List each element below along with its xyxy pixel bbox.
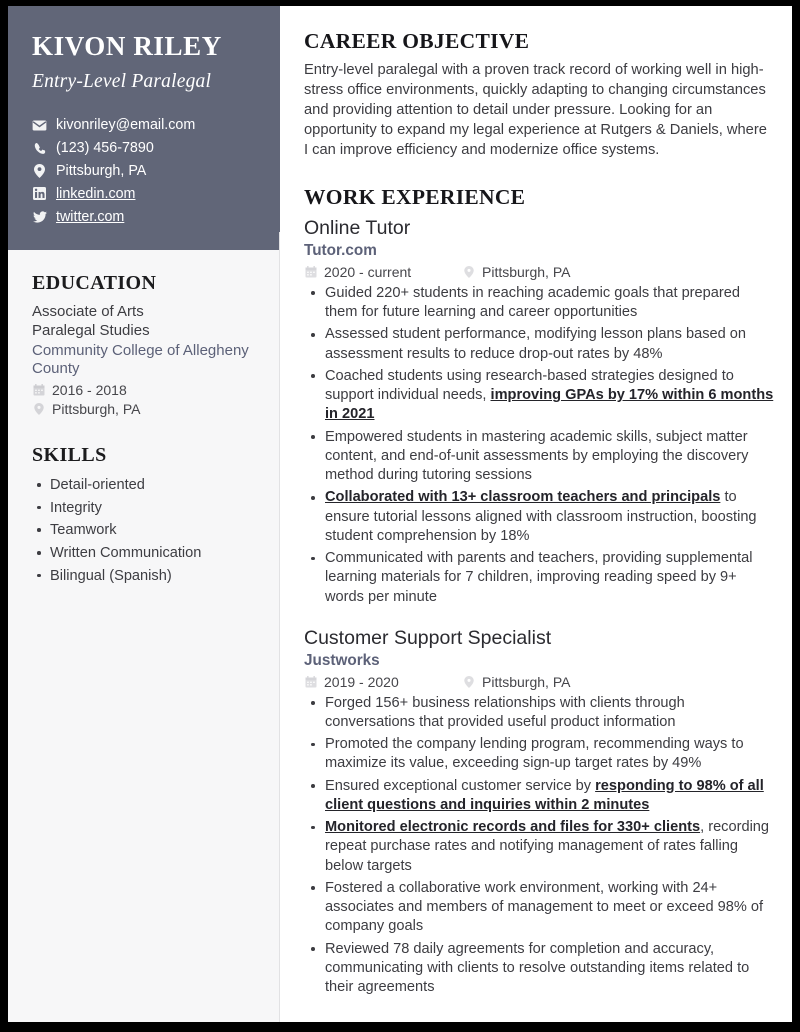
education-school: Community College of Allegheny County (32, 341, 249, 378)
career-objective-heading: CAREER OBJECTIVE (304, 29, 530, 53)
bullet-text: Reviewed 78 daily agreements for completion and accuracy, communicating with clients to resolve outstanding items related to their agreements (325, 940, 750, 996)
contact-phone[interactable] (32, 137, 256, 160)
phone-icon (32, 142, 47, 155)
candidate-name: KIVON RILEY (32, 31, 222, 61)
contact-list (32, 114, 256, 228)
linkedin-icon (32, 187, 47, 200)
job-bullets (304, 694, 774, 998)
education-dates: 2016 - 2018 (52, 382, 127, 399)
education-location-row (32, 401, 256, 417)
resume-page (8, 6, 792, 1022)
sidebar (8, 6, 280, 1022)
contact-location-text: Pittsburgh, PA (56, 162, 147, 179)
job-company: Justworks (304, 651, 380, 669)
job-location-row (462, 674, 570, 690)
career-objective-section (304, 29, 774, 161)
list-item (304, 428, 774, 486)
job-dates-row (304, 264, 462, 280)
job-location: Pittsburgh, PA (482, 673, 571, 690)
contact-email-text: kivonriley@email.com (56, 116, 196, 133)
twitter-icon (32, 211, 47, 223)
bullet-text: Guided 220+ students in reaching academic goals that prepared them for future learning and career opportunities (325, 284, 740, 321)
job-company: Tutor.com (304, 241, 377, 259)
education-section (32, 272, 256, 417)
job-location-row (462, 264, 570, 280)
bullet-emphasis: responding to 98% of all client questions and inquiries within 2 minutes (325, 777, 764, 813)
candidate-job-title: Entry-Level Paralegal (32, 70, 212, 92)
job-meta (304, 264, 774, 280)
list-item: Bilingual (Spanish) (32, 565, 256, 588)
list-item (304, 488, 774, 546)
sidebar-body (8, 250, 280, 587)
list-item: Integrity (32, 497, 256, 520)
calendar-icon (304, 676, 317, 688)
education-degree-line2: Paralegal Studies (32, 322, 150, 340)
envelope-icon (32, 120, 47, 131)
list-item: Detail-oriented (32, 474, 256, 497)
career-objective-text: Entry-level paralegal with a proven track record of working well in high-stress office environments, quickly adapting to changing circumstances and providing attention to detail under pressure. Looking for an opportunity to expand my legal experience at Rutgers & Daniels, where I can improve efficiency and modernize office systems. (304, 62, 767, 158)
job-title: Online Tutor (304, 216, 411, 239)
list-item (304, 549, 774, 607)
contact-twitter[interactable] (32, 205, 256, 228)
bullet-text: Ensured exceptional customer service by (325, 777, 596, 794)
bullet-emphasis: Monitored electronic records and files for 330+ clients (325, 819, 701, 836)
list-item (304, 284, 774, 323)
list-item (304, 694, 774, 733)
job-bullets (304, 284, 774, 607)
list-item: Written Communication (32, 542, 256, 565)
education-dates-row (32, 382, 256, 398)
bullet-text: Forged 156+ business relationships with clients through conversations that provided useful product information (325, 694, 685, 730)
bullet-text: Assessed student performance, modifying lesson plans based on assessment results to reduce drop-out rates by 48% (325, 326, 747, 362)
list-item: Teamwork (32, 519, 256, 542)
list-item (304, 940, 774, 998)
column-divider (279, 232, 280, 1022)
contact-phone-text: (123) 456-7890 (56, 139, 154, 156)
education-location: Pittsburgh, PA (52, 401, 141, 418)
sidebar-header (8, 6, 280, 250)
work-experience-heading: WORK EXPERIENCE (304, 184, 526, 209)
job-title: Customer Support Specialist (304, 626, 552, 649)
contact-linkedin[interactable] (32, 182, 256, 205)
map-pin-icon (462, 266, 475, 278)
bullet-emphasis: improving GPAs by 17% within 6 months in 2021 (325, 387, 774, 423)
map-pin-icon (32, 403, 45, 415)
list-item (304, 777, 774, 816)
skills-heading: SKILLS (32, 444, 107, 467)
job-entry (304, 217, 774, 607)
job-entry (304, 627, 774, 998)
list-item (304, 879, 774, 937)
bullet-text: Fostered a collaborative work environment, working with 24+ associates and members of management to meet or exceed 98% of company goals (325, 879, 764, 935)
work-experience-section (304, 185, 774, 998)
bullet-text: to ensure tutorial lessons aligned with classroom instruction, boosting student comprehension by 18% (325, 489, 757, 544)
main-column (280, 6, 792, 1022)
list-item (304, 367, 774, 425)
education-degree-line1: Associate of Arts (32, 303, 144, 321)
education-heading: EDUCATION (32, 272, 157, 295)
contact-email[interactable] (32, 114, 256, 137)
list-item (304, 735, 774, 774)
contact-twitter-text: twitter.com (56, 208, 125, 225)
job-dates-row (304, 674, 462, 690)
bullet-text: Communicated with parents and teachers, providing supplemental learning materials for 7 children, improving reading speed by 9+ words per minute (325, 550, 753, 605)
bullet-text: Promoted the company lending program, recommending ways to maximize its value, exceeding sign-up target rates by 49% (325, 736, 744, 772)
job-dates: 2019 - 2020 (324, 673, 399, 690)
job-meta (304, 674, 774, 690)
job-location: Pittsburgh, PA (482, 263, 571, 280)
bullet-text: Empowered students in mastering academic skills, subject matter content, and end-of-unit assessments by employing the discovery method during tutoring sessions (325, 428, 749, 484)
bullet-text: , recording repeat purchase rates and notifying management of rates falling below targets (325, 819, 770, 874)
contact-location (32, 159, 256, 182)
map-pin-icon (32, 164, 47, 178)
skills-list (32, 474, 256, 587)
calendar-icon (304, 266, 317, 278)
bullet-text: Coached students using research-based strategies designed to support individual needs, (325, 367, 734, 404)
skills-section (32, 444, 256, 587)
list-item (304, 325, 774, 364)
bullet-emphasis: Collaborated with 13+ classroom teachers and principals (325, 489, 721, 506)
list-item (304, 818, 774, 876)
calendar-icon (32, 384, 45, 396)
job-dates: 2020 - current (324, 263, 412, 280)
map-pin-icon (462, 676, 475, 688)
contact-linkedin-text: linkedin.com (56, 185, 136, 202)
